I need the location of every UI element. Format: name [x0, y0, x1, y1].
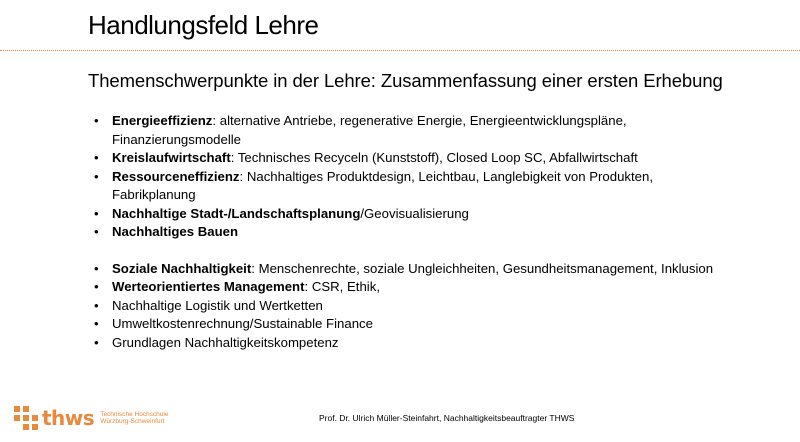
bullet-item [94, 149, 734, 168]
bullet-item [94, 315, 734, 334]
topic-bullet-list [94, 112, 734, 352]
bullet-text: : Technisches Recyceln (Kunststoff), Closed Loop SC, Abfallwirtschaft [230, 150, 638, 165]
bullet-keyword: Kreislaufwirtschaft [112, 150, 231, 165]
bullet-text: /Geovisualisierung [360, 205, 469, 221]
thws-logo [12, 404, 168, 432]
bullet-text: : Menschenrechte, soziale Ungleichheiten, Gesundheitsmanagement, Inklusion [251, 260, 714, 276]
bullet-text: Umweltkostenrechnung/Sustainable Finance [112, 316, 373, 331]
bullet-dot-icon: • [94, 316, 99, 331]
bullet-text: : Nachhaltiges Produktdesign, Leichtbau, Langlebigkeit von Produkten, Fabrikplanung [112, 168, 654, 202]
bullet-keyword: Ressourceneffizienz [112, 168, 240, 184]
bullet-item [94, 334, 734, 353]
slide-subtitle: Themenschwerpunkte in der Lehre: Zusammenfassung einer ersten Erhebung [88, 70, 723, 91]
bullet-item [94, 223, 734, 242]
bullet-keyword: Soziale Nachhaltigkeit [112, 260, 252, 276]
bullet-dot-icon: • [94, 260, 99, 276]
bullet-item [94, 278, 734, 297]
footer-presenter: Prof. Dr. Ulrich Müller-Steinfahrt, Nachhaltigkeitsbeauftragter THWS [319, 413, 575, 423]
bullet-item [94, 168, 734, 205]
logo-wordmark: thws [42, 406, 95, 430]
logo-subtitle [100, 411, 168, 426]
thws-logo-mark-icon [12, 404, 40, 432]
bullet-dot-icon: • [94, 205, 99, 221]
bullet-item [94, 112, 734, 149]
bullet-dot-icon: • [94, 224, 99, 239]
bullet-dot-icon: • [94, 279, 99, 294]
group-spacer [94, 242, 734, 260]
bullet-keyword: Nachhaltige Stadt-/Landschaftsplanung [112, 205, 361, 221]
bullet-text: Grundlagen Nachhaltigkeitskompetenz [112, 334, 339, 350]
title-divider [0, 50, 800, 51]
bullet-item [94, 297, 734, 316]
bullet-keyword: Energieeffizienz [112, 113, 213, 128]
logo-subtitle-line-1: Technische Hochschule [100, 410, 169, 418]
logo-subtitle-line-2: Würzburg-Schweinfurt [100, 418, 165, 425]
bullet-item [94, 205, 734, 224]
bullet-keyword: Nachhaltiges Bauen [112, 224, 239, 239]
bullet-text: Nachhaltige Logistik und Wertketten [112, 297, 323, 313]
bullet-dot-icon: • [94, 334, 99, 350]
bullet-keyword: Werteorientiertes Management [112, 279, 305, 294]
bullet-item [94, 260, 734, 279]
bullet-dot-icon: • [94, 113, 99, 128]
bullet-text: : alternative Antriebe, regenerative Energie, Energieentwicklungspläne, Finanzierungsmodelle [112, 113, 627, 147]
bullet-dot-icon: • [94, 297, 99, 313]
bullet-dot-icon: • [94, 168, 99, 184]
bullet-dot-icon: • [94, 150, 99, 165]
bullet-text: : CSR, Ethik, [304, 279, 380, 294]
slide-title: Handlungsfeld Lehre [88, 10, 319, 40]
